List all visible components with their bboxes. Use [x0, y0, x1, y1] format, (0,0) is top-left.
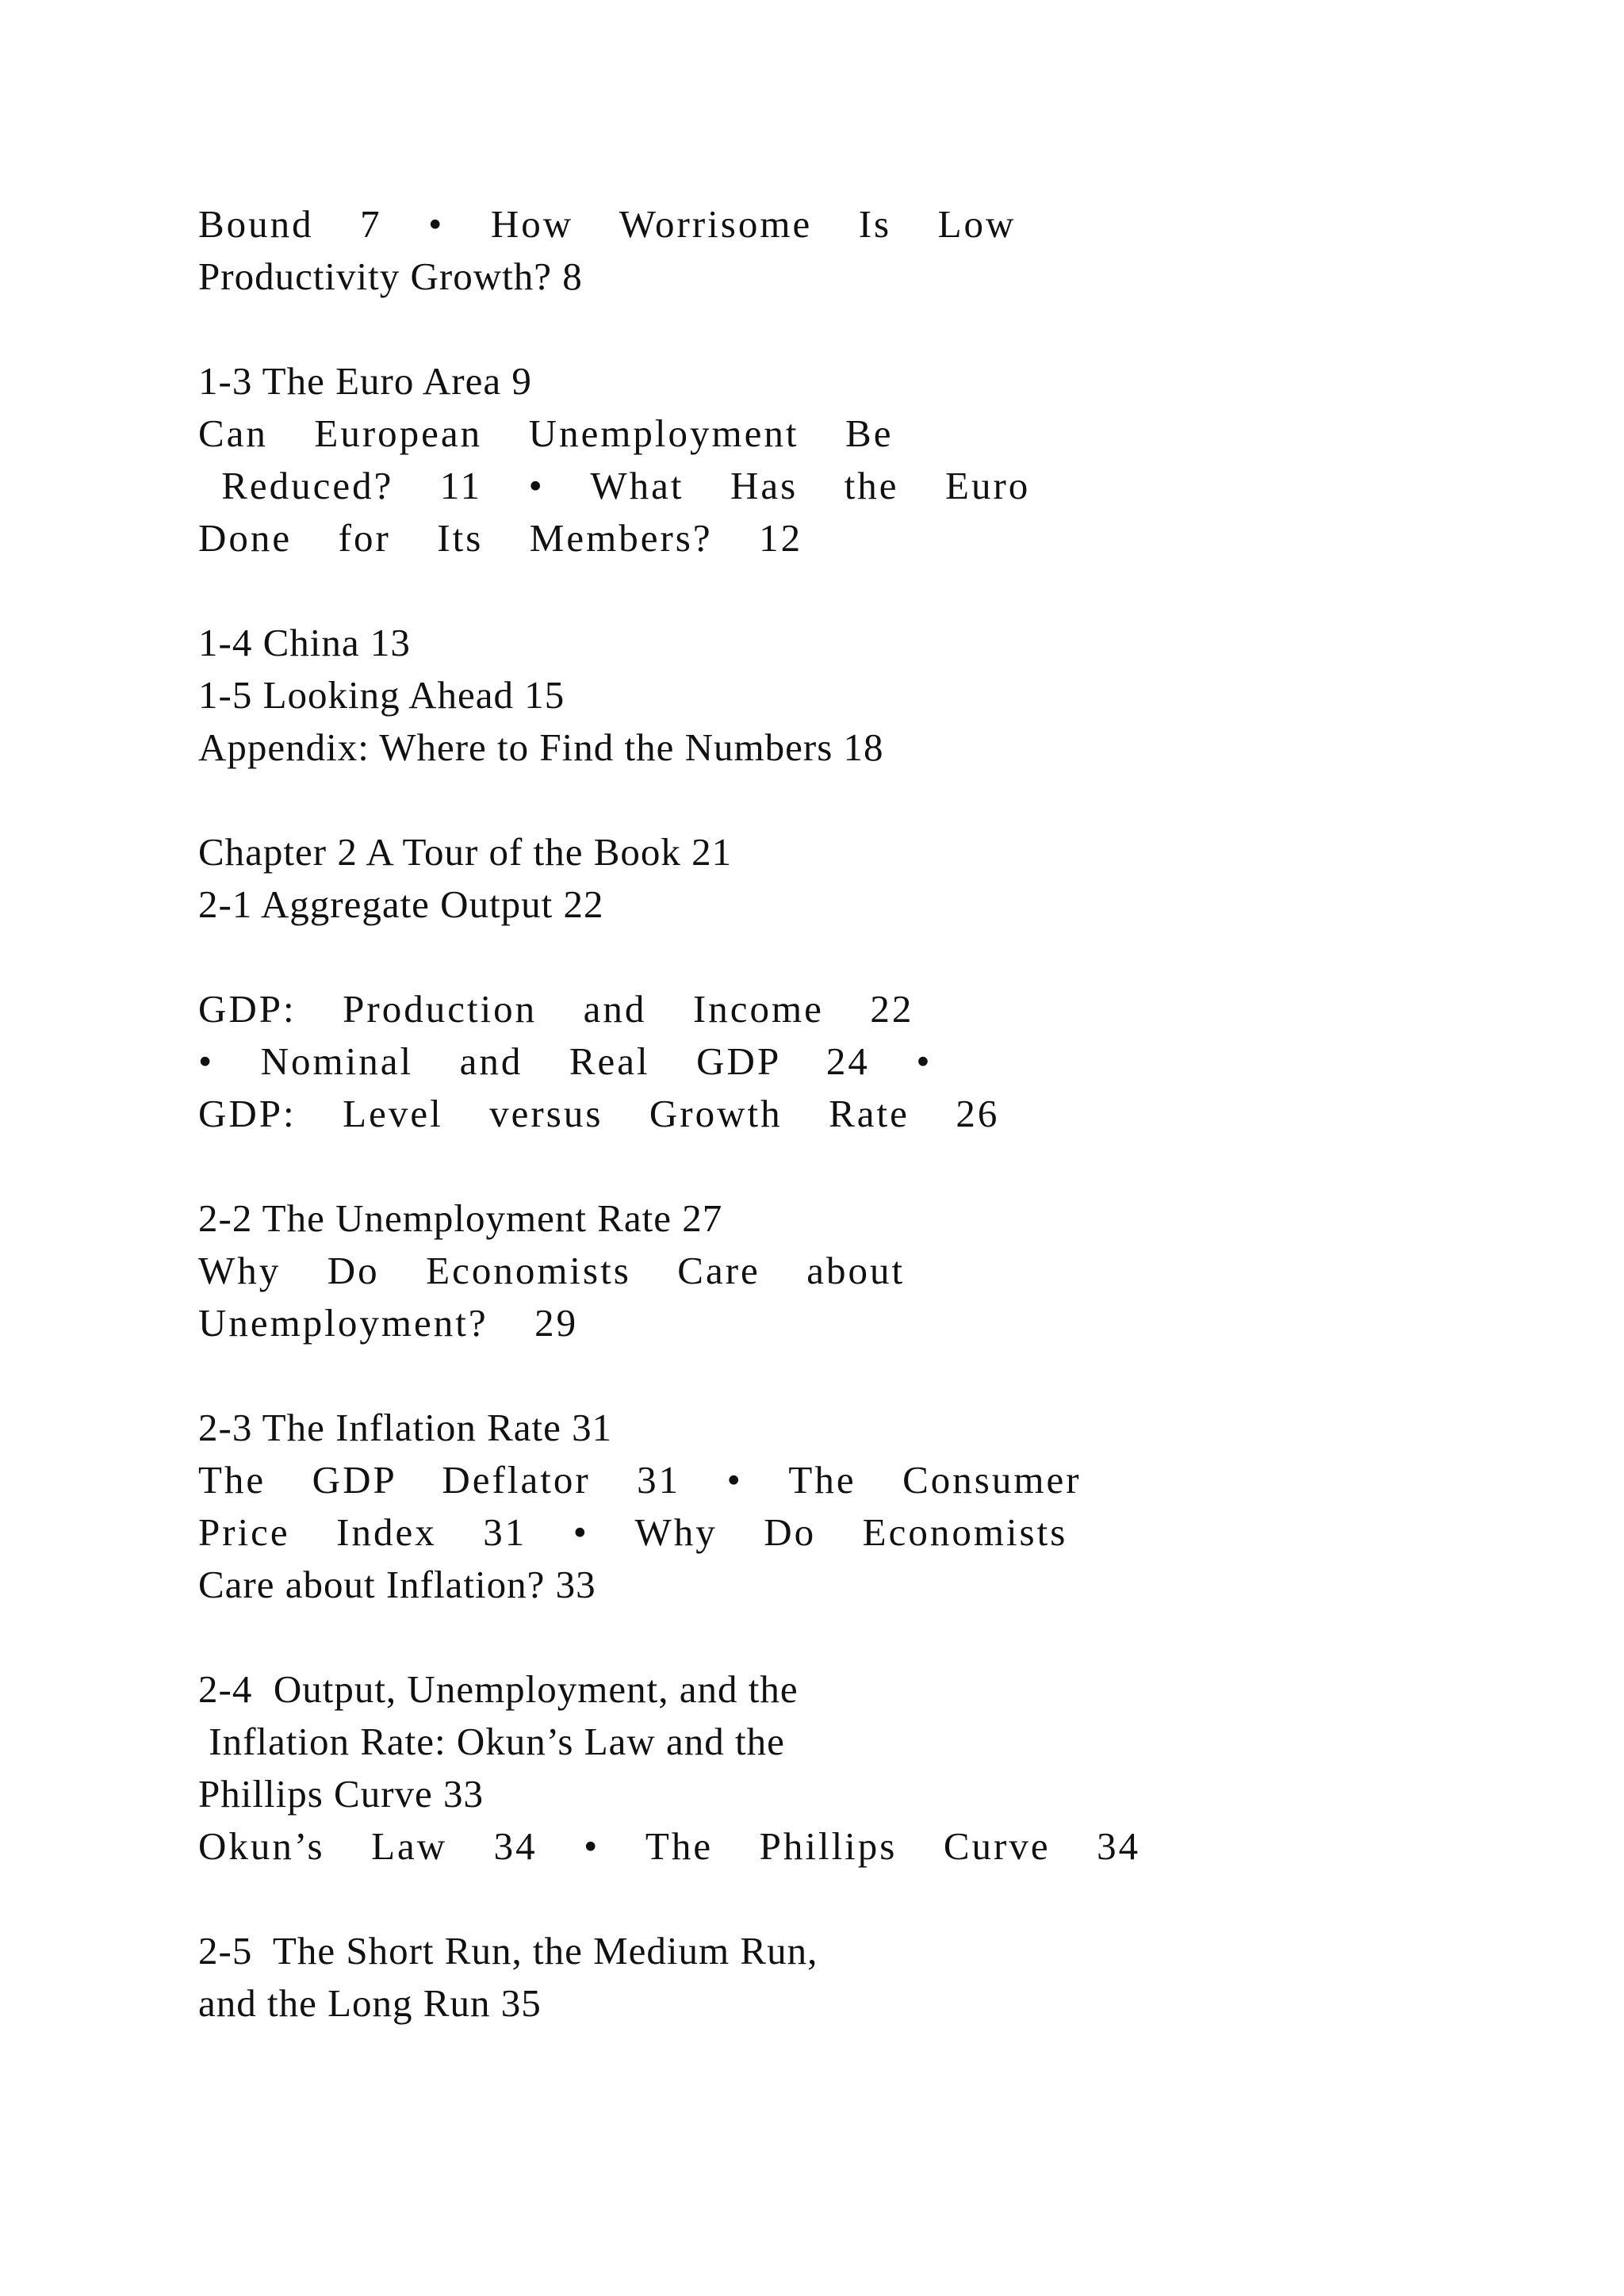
toc-line: Care about Inflation? 33: [198, 1563, 596, 1606]
toc-block: [198, 617, 1467, 774]
toc-block: [198, 1192, 1467, 1349]
toc-line: The GDP Deflator 31 • The Consumer: [198, 1458, 1082, 1502]
toc-block: [198, 1402, 1467, 1611]
toc-block: [198, 1663, 1467, 1873]
toc-line: Okun’s Law 34 • The Phillips Curve 34: [198, 1824, 1141, 1868]
toc-line: 2-5 The Short Run, the Medium Run,: [198, 1929, 818, 1973]
toc-line: GDP: Production and Income 22: [198, 987, 914, 1031]
toc-block: [198, 198, 1467, 303]
toc-line: Chapter 2 A Tour of the Book 21: [198, 830, 733, 874]
toc-line: and the Long Run 35: [198, 1981, 542, 2025]
toc-line: Productivity Growth? 8: [198, 254, 583, 298]
toc-line: Why Do Economists Care about: [198, 1249, 906, 1292]
toc-line: 2-1 Aggregate Output 22: [198, 882, 604, 926]
toc-line: Phillips Curve 33: [198, 1772, 485, 1816]
toc-line: 2-3 The Inflation Rate 31: [198, 1406, 613, 1449]
table-of-contents: [198, 198, 1467, 2082]
toc-line: Inflation Rate: Okun’s Law and the: [198, 1720, 785, 1763]
toc-line: 2-2 The Unemployment Rate 27: [198, 1196, 723, 1240]
toc-line: Bound 7 • How Worrisome Is Low: [198, 202, 1017, 246]
toc-line: Appendix: Where to Find the Numbers 18: [198, 725, 884, 769]
toc-line: 2-4 Output, Unemployment, and the: [198, 1667, 799, 1711]
toc-line: • Nominal and Real GDP 24 •: [198, 1039, 933, 1083]
toc-line: GDP: Level versus Growth Rate 26: [198, 1092, 1000, 1135]
toc-line: 1-5 Looking Ahead 15: [198, 673, 565, 717]
toc-line: Reduced? 11 • What Has the Euro: [198, 464, 1031, 507]
toc-block: [198, 1925, 1467, 2030]
toc-line: Can European Unemployment Be: [198, 411, 894, 455]
toc-line: Unemployment? 29: [198, 1301, 579, 1345]
toc-block: [198, 355, 1467, 564]
toc-block: [198, 826, 1467, 931]
toc-block: [198, 983, 1467, 1140]
toc-line: 1-3 The Euro Area 9: [198, 359, 532, 403]
toc-line: 1-4 China 13: [198, 621, 411, 664]
toc-line: Done for Its Members? 12: [198, 516, 803, 560]
toc-line: Price Index 31 • Why Do Economists: [198, 1510, 1068, 1554]
